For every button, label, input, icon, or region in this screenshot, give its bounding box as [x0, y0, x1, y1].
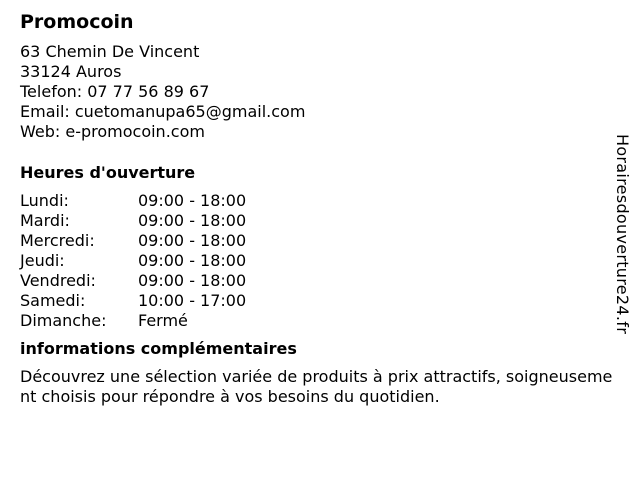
address-line-2: 33124 Auros — [20, 62, 122, 81]
business-name: Promocoin — [20, 11, 134, 33]
address-line-1: 63 Chemin De Vincent — [20, 42, 200, 61]
hours-row-sunday — [20, 311, 620, 331]
hours-time-value: 09:00 - 18:00 — [138, 271, 247, 290]
hours-day-label: Jeudi: — [20, 251, 65, 270]
hours-day-label: Dimanche: — [20, 311, 107, 330]
additional-info-text: Découvrez une sélection variée de produits à prix attractifs, soigneusement choisis pour répondre à vos besoins du quotidien. — [20, 367, 613, 406]
opening-hours-list — [20, 191, 620, 331]
additional-info-title: informations complémentaires — [20, 339, 297, 358]
hours-time-value: 09:00 - 18:00 — [138, 231, 247, 250]
hours-day-label: Lundi: — [20, 191, 69, 210]
hours-day-label: Mardi: — [20, 211, 70, 230]
email-line[interactable]: Email: cuetomanupa65@gmail.com — [20, 102, 306, 121]
business-card — [20, 10, 620, 407]
hours-day-label: Vendredi: — [20, 271, 96, 290]
hours-day-label: Samedi: — [20, 291, 86, 310]
hours-row-saturday — [20, 291, 620, 311]
watermark-text: Horairesdouverture24.fr — [613, 134, 632, 335]
hours-row-wednesday — [20, 231, 620, 251]
hours-time-value: Fermé — [138, 311, 188, 330]
hours-row-tuesday — [20, 211, 620, 231]
hours-time-value: 09:00 - 18:00 — [138, 191, 247, 210]
hours-day-label: Mercredi: — [20, 231, 95, 250]
website-line[interactable]: Web: e-promocoin.com — [20, 122, 205, 141]
phone-line[interactable]: Telefon: 07 77 56 89 67 — [20, 82, 210, 101]
hours-time-value: 09:00 - 18:00 — [138, 211, 247, 230]
hours-time-value: 10:00 - 17:00 — [138, 291, 247, 310]
opening-hours-title: Heures d'ouverture — [20, 163, 196, 182]
hours-row-thursday — [20, 251, 620, 271]
hours-time-value: 09:00 - 18:00 — [138, 251, 247, 270]
hours-row-friday — [20, 271, 620, 291]
hours-row-monday — [20, 191, 620, 211]
